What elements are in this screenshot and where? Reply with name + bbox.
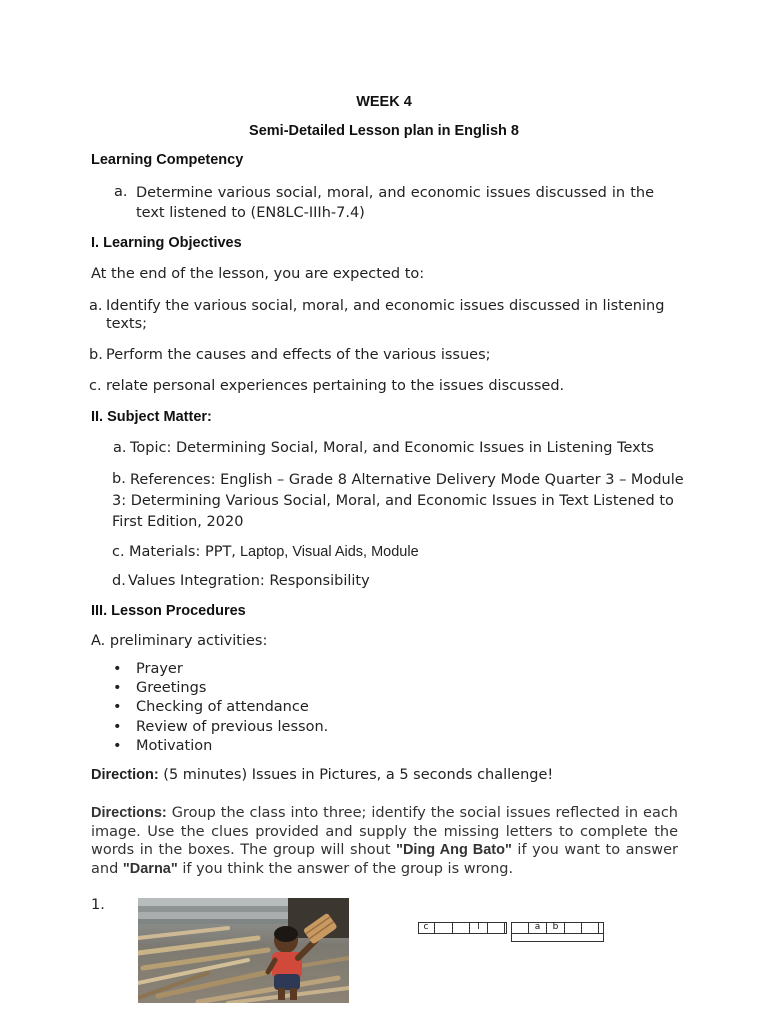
directions-paragraph: [91, 804, 678, 878]
direction-label: Direction:: [91, 767, 159, 783]
materials-marker: c.: [112, 544, 125, 560]
direction-text: (5 minutes) Issues in Pictures, a 5 seconds challenge!: [158, 767, 554, 783]
bullet-text: Checking of attendance: [136, 699, 309, 716]
objective-marker-a: a.: [89, 298, 103, 314]
bullet-text: Review of previous lesson.: [136, 718, 329, 735]
direction-line: [91, 766, 553, 785]
competency-marker: a.: [114, 184, 128, 200]
letter-cell[interactable]: l: [470, 922, 488, 934]
letter-cell[interactable]: [453, 922, 470, 934]
letter-cell[interactable]: [435, 922, 453, 934]
letter-cell[interactable]: c: [418, 922, 435, 934]
directions-text-3: if you think the answer of the group is wrong.: [177, 860, 514, 877]
item-number: 1.: [91, 897, 105, 913]
procedures-heading: III. Lesson Procedures: [91, 603, 246, 619]
competency-heading: Learning Competency: [91, 152, 244, 168]
bullet-text: Prayer: [136, 661, 183, 677]
list-item: [91, 737, 491, 756]
letter-cell[interactable]: a: [529, 922, 547, 934]
competency-text: Determine various social, moral, and economic issues discussed in the text listened to (EN8LC-IIIh-7.4): [136, 185, 654, 221]
directions-text-2: if you want to answer and: [91, 842, 679, 877]
subject-matter-heading: II. Subject Matter:: [91, 409, 212, 425]
list-item: [91, 698, 491, 717]
preliminary-list: [91, 660, 491, 756]
directions-label: Directions:: [91, 805, 167, 821]
topic-text: Topic: Determining Social, Moral, and Economic Issues in Listening Texts: [130, 440, 654, 456]
objective-marker-c: c.: [89, 378, 102, 394]
directions-bold-2: "Darna": [122, 860, 178, 877]
child-labor-photo-icon: [138, 898, 349, 1003]
directions-bold-1: "Ding Ang Bato": [396, 842, 512, 858]
objectives-heading: I. Learning Objectives: [91, 235, 242, 251]
materials-line: [129, 543, 419, 562]
bullet-text: Greetings: [136, 680, 207, 697]
letter-cell[interactable]: b: [547, 922, 565, 934]
objective-item-a: Identify the various social, moral, and economic issues discussed in listening texts;: [106, 298, 665, 332]
bullet-text: Motivation: [136, 737, 213, 754]
references-marker: b.: [112, 471, 126, 487]
references-text: References: English – Grade 8 Alternative Delivery Mode Quarter 3 – Module 3: Determining Various Social, Moral, and Economic Issues in Text Listened to First Edition, 2020: [112, 472, 684, 530]
list-item: [91, 718, 491, 737]
materials-label: Materials: PPT,: [129, 544, 236, 560]
objective-item-b: Perform the causes and effects of the various issues;: [106, 347, 491, 363]
objective-marker-b: b.: [89, 347, 103, 363]
bullet-icon: •: [113, 737, 122, 754]
list-item: [91, 679, 491, 698]
bullet-icon: •: [113, 699, 122, 716]
objective-item-c: relate personal experiences pertaining to the issues discussed.: [106, 378, 565, 394]
directions-text-1: Group the class into three; identify the social issues reflected in each image. Use the clues provided and supply the missing letters to complete the words in the boxes. The group will shout: [91, 805, 678, 858]
topic-marker: a.: [113, 440, 127, 456]
page-subtitle: Semi-Detailed Lesson plan in English 8: [249, 123, 519, 139]
list-item: [91, 660, 491, 679]
word-box-2-underline: [511, 933, 604, 942]
values-text: Values Integration: Responsibility: [128, 573, 370, 589]
objectives-intro: At the end of the lesson, you are expected to:: [91, 266, 425, 282]
letter-cell[interactable]: [488, 922, 505, 934]
issue-photo: [138, 898, 349, 1003]
materials-items: Laptop, Visual Aids, Module: [235, 544, 419, 560]
bullet-icon: •: [113, 718, 122, 735]
bullet-icon: •: [113, 680, 122, 697]
page-title: WEEK 4: [356, 94, 412, 110]
bullet-icon: •: [113, 661, 122, 677]
values-marker: d.: [112, 573, 126, 589]
preliminary-activities: A. preliminary activities:: [91, 633, 268, 649]
